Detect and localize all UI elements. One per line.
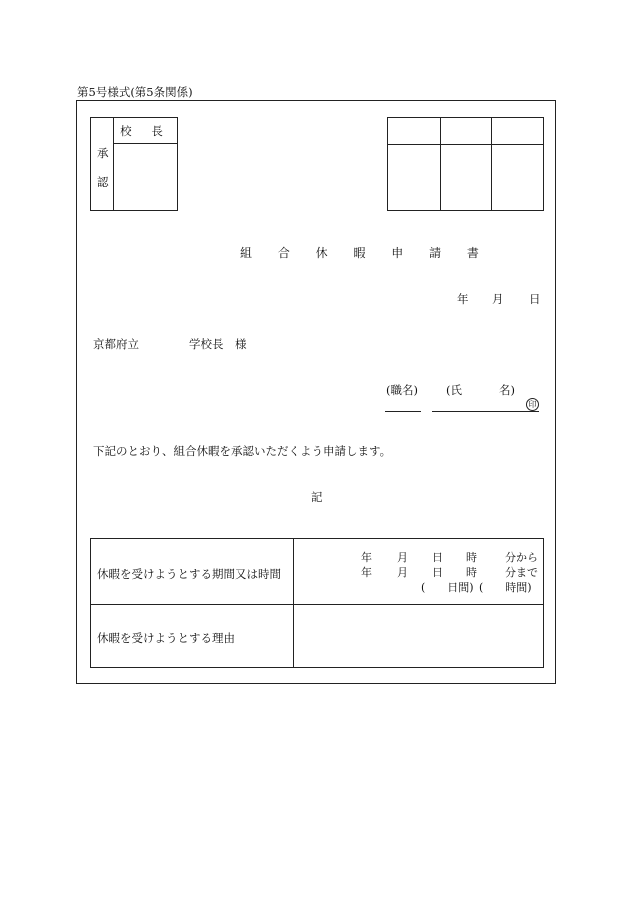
reason-label: 休暇を受けようとする理由 (97, 631, 235, 645)
line2-minute: 分まで (505, 566, 538, 579)
line1-minute: 分から (505, 551, 538, 564)
details-table (90, 538, 544, 668)
name-underline (432, 411, 539, 412)
ki-heading: 記 (311, 490, 323, 504)
addressee-suffix: 学校長 様 (189, 337, 247, 351)
date-year: 年 (457, 292, 469, 306)
stamp-grid (387, 117, 544, 211)
name-label-open: (氏 (446, 383, 462, 397)
seal-mark: 印 (526, 398, 539, 411)
line1-hour: 時 (466, 551, 477, 564)
hours-count: ( 時間) (479, 581, 532, 594)
position-underline (385, 411, 421, 412)
approval-side-column (91, 118, 114, 210)
principal-header: 校 長 (114, 118, 177, 144)
position-label: (職名) (386, 383, 418, 397)
stamp-divider (491, 118, 492, 210)
approval-side-label-2: 認 (97, 175, 109, 189)
approval-side-label-1: 承 (97, 146, 109, 160)
addressee-prefix: 京都府立 (93, 337, 139, 351)
date-day: 日 (529, 292, 541, 306)
period-label: 休暇を受けようとする期間又は時間 (97, 567, 281, 581)
request-statement: 下記のとおり、組合休暇を承認いただくよう申請します。 (93, 444, 392, 458)
table-divider (91, 604, 543, 605)
table-divider (293, 539, 294, 667)
form-number: 第5号様式(第5条関係) (77, 85, 193, 99)
name-label-close: 名) (499, 383, 515, 397)
line2-hour: 時 (466, 566, 477, 579)
line2-year: 年 (361, 566, 372, 579)
document-title: 組 合 休 暇 申 請 書 (240, 246, 490, 260)
line1-day: 日 (432, 551, 443, 564)
line1-month: 月 (397, 551, 408, 564)
stamp-divider (440, 118, 441, 210)
line2-month: 月 (397, 566, 408, 579)
line1-year: 年 (361, 551, 372, 564)
line2-day: 日 (432, 566, 443, 579)
date-month: 月 (492, 292, 504, 306)
approval-box (90, 117, 178, 211)
days-count: ( 日間) (421, 581, 474, 594)
stamp-divider (388, 144, 543, 145)
